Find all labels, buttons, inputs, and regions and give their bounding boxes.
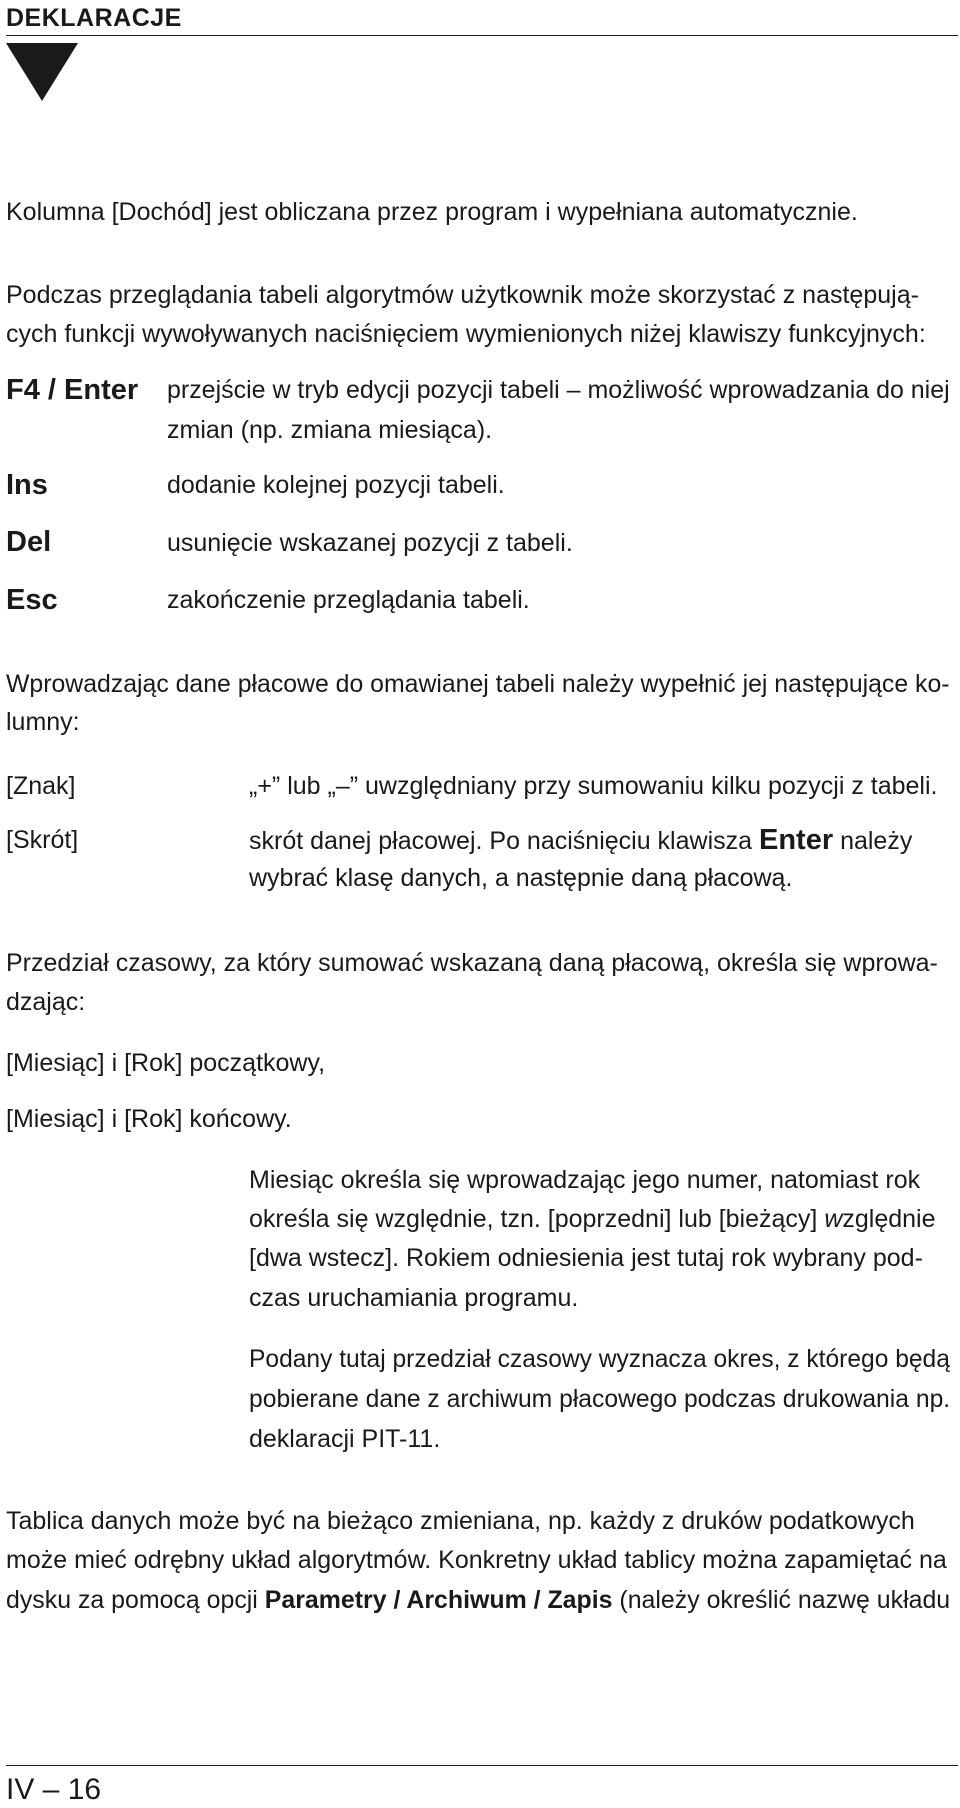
page-number: IV – 16 <box>6 1773 102 1806</box>
note-line: Podany tutaj przedział czasowy wyznacza okres, z którego będą <box>249 1345 950 1373</box>
range-line: [Miesiąc] i [Rok] początkowy, <box>6 1049 326 1077</box>
paragraph-line: Wprowadzając dane płacowe do omawianej tabeli należy wypełnić jej następujące ko- <box>6 670 950 698</box>
key-label: Esc <box>6 584 58 616</box>
header-rule <box>6 35 958 36</box>
section-title: DEKLARACJE <box>6 4 182 32</box>
paragraph-line: cych funkcji wywoływanych naciśnięciem wymienionych niżej klawiszy funkcyjnych: <box>6 320 926 348</box>
key-label: Del <box>6 526 52 558</box>
key-description: zmian (np. zmiana miesiąca). <box>167 416 493 444</box>
column-name: [Skrót] <box>6 826 79 854</box>
note-line: czas uruchamiania programu. <box>249 1284 579 1312</box>
paragraph-line: lumny: <box>6 708 80 736</box>
paragraph-line: Przedział czasowy, za który sumować wskazaną daną płacową, określa się wprowa- <box>6 949 938 977</box>
paragraph-line: dzając: <box>6 988 86 1016</box>
note-line: deklaracji PIT-11. <box>249 1425 441 1453</box>
column-description: wybrać klasę danych, a następnie daną płacową. <box>249 864 793 892</box>
note-line: Miesiąc określa się wprowadzając jego numer, natomiast rok <box>249 1166 921 1194</box>
down-triangle-icon <box>6 43 78 101</box>
key-description: dodanie kolejnej pozycji tabeli. <box>167 471 505 499</box>
key-label: Ins <box>6 469 48 501</box>
paragraph-line: Tablica danych może być na bieżąco zmieniana, np. każdy z druków podatkowych <box>6 1507 915 1535</box>
note-line: określa się względnie, tzn. [poprzedni] lub [bieżący] względnie <box>249 1205 936 1233</box>
key-description: usunięcie wskazanej pozycji z tabeli. <box>167 529 573 557</box>
key-label: Enter <box>758 824 834 856</box>
column-description: „+” lub „–” uwzględniany przy sumowaniu kilku pozycji z tabeli. <box>249 772 938 800</box>
footer-rule <box>6 1765 958 1766</box>
paragraph: Kolumna [Dochód] jest obliczana przez program i wypełniana automatycznie. <box>6 198 858 226</box>
column-name: [Znak] <box>6 772 76 800</box>
note-line: pobierane dane z archiwum płacowego podczas drukowania np. <box>249 1385 951 1413</box>
key-description: przejście w tryb edycji pozycji tabeli – możliwość wprowadzania do niej <box>167 376 950 404</box>
column-description: skrót danej płacowej. Po naciśnięciu klawisza Enter należy <box>249 824 913 856</box>
key-label: F4 / Enter <box>6 374 139 406</box>
note-line: [dwa wstecz]. Rokiem odniesienia jest tutaj rok wybrany pod- <box>249 1244 923 1272</box>
key-description: zakończenie przeglądania tabeli. <box>167 586 530 614</box>
range-line: [Miesiąc] i [Rok] końcowy. <box>6 1105 292 1133</box>
paragraph-line: Podczas przeglądania tabeli algorytmów użytkownik może skorzystać z następują- <box>6 281 919 309</box>
paragraph-line: dysku za pomocą opcji Parametry / Archiwum / Zapis (należy określić nazwę układu <box>6 1586 951 1614</box>
paragraph-line: może mieć odrębny układ algorytmów. Konkretny układ tablicy można zapamiętać na <box>6 1546 947 1574</box>
